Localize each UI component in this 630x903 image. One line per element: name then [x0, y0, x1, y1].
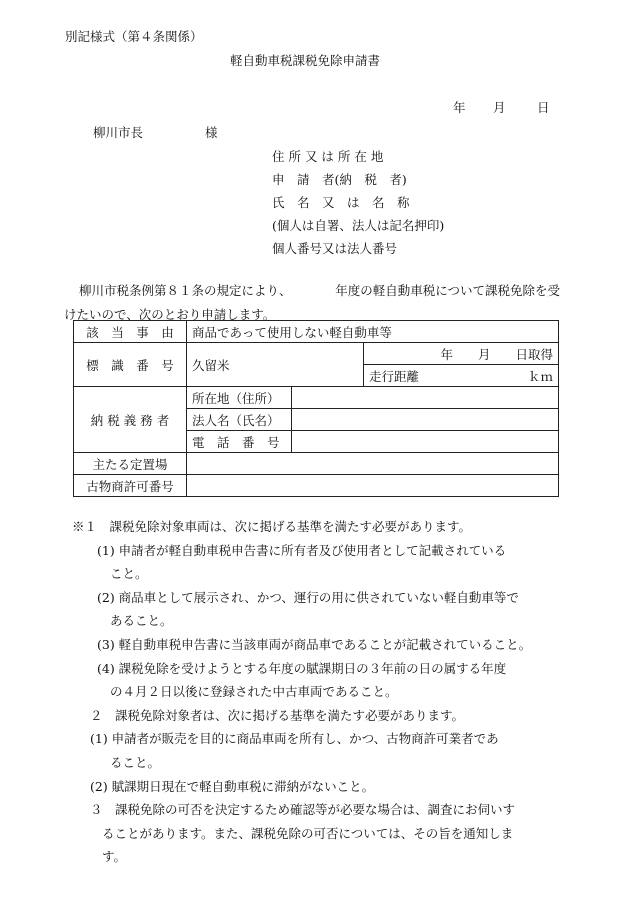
applicant-signature-note: (個人は自署、法人は記名押印) [272, 218, 445, 233]
storage-location-label: 主たる定置場 [74, 453, 187, 475]
date-day-label: 日 [537, 100, 550, 115]
applicant-role-label: 申 請 者(納 税 者) [272, 172, 407, 187]
plate-row [74, 343, 559, 365]
reason-row [74, 321, 559, 343]
taxpayer-address-label: 所在地（住所） [187, 387, 292, 409]
storage-row [74, 453, 559, 475]
addressee-honorific: 様 [205, 125, 218, 140]
reason-label: 該 当 事 由 [74, 321, 187, 343]
addressee-name: 柳川市長 [93, 125, 144, 140]
note-1-item-4: (4) 課税免除を受けようとする年度の賦課期日の３年前の日の属する年度 [97, 660, 507, 676]
taxpayer-phone-label: 電 話 番 号 [187, 431, 292, 453]
note-1-item-1: (1) 申請者が軽自動車税申告書に所有者及び使用者として記載されている [97, 542, 507, 558]
taxpayer-phone-field[interactable] [292, 431, 559, 453]
plate-label: 標 識 番 号 [74, 343, 187, 387]
date-month-label: 月 [493, 100, 506, 115]
reason-value[interactable]: 商品であって使用しない軽自動車等 [187, 321, 559, 343]
note-3-heading: ３ 課税免除の可否を決定するため確認等が必要な場合は、調査にお伺いす [90, 802, 516, 818]
note-2-item-1-cont: ること。 [110, 754, 161, 770]
note-1-item-3: (3) 軽自動車税申告書に当該車両が商品車であることが記載されていること。 [97, 636, 532, 652]
mileage-label: 走行距離 [369, 368, 420, 384]
dealer-permit-field[interactable] [187, 475, 559, 497]
taxpayer-name-label: 法人名（氏名） [187, 409, 292, 431]
permit-row [74, 475, 559, 497]
note-3-cont-1: ることがあります。また、課税免除の可否については、その旨を通知しま [102, 825, 514, 841]
note-1-heading: ※１ 課税免除対象車両は、次に掲げる基準を満たす必要があります。 [72, 519, 472, 534]
applicant-name-label: 氏 名 又 は 名 称 [272, 195, 410, 210]
note-2-item-1: (1) 申請者が販売を目的に商品車両を所有し、かつ、古物商許可業者であ [90, 731, 499, 747]
note-1-item-4-cont: の４月２日以後に登録された中古車両であること。 [110, 684, 398, 700]
taxpayer-label: 納 税 義 務 者 [74, 387, 187, 453]
mileage-unit: ｋｍ [527, 368, 553, 384]
application-form-table [73, 320, 559, 497]
taxpayer-address-row [74, 387, 559, 409]
document-title: 軽自動車税課税免除申請書 [230, 53, 381, 68]
taxpayer-name-field[interactable] [292, 409, 559, 431]
applicant-id-number-label: 個人番号又は法人番号 [272, 241, 398, 256]
note-1-item-2-cont: あること。 [110, 613, 173, 629]
date-year-label: 年 [453, 100, 466, 115]
storage-location-field[interactable] [187, 453, 559, 475]
note-1-item-1-cont: こと。 [110, 566, 148, 582]
taxpayer-address-field[interactable] [292, 387, 559, 409]
mileage-field[interactable] [364, 365, 559, 387]
note-3-cont-2: す。 [102, 849, 127, 865]
acquired-date-field[interactable]: 年 月 日取得 [364, 343, 559, 365]
plate-value[interactable]: 久留米 [187, 343, 364, 387]
application-statement: 柳川市税条例第８１条の規定により、 年度の軽自動車税について課税免除を受けたいので、次のとおり申請します。 [64, 283, 561, 322]
applicant-address-label: 住 所 又 は 所 在 地 [272, 149, 384, 164]
note-2-heading: ２ 課税免除対象者は、次に掲げる基準を満たす必要があります。 [90, 707, 465, 723]
dealer-permit-label: 古物商許可番号 [74, 475, 187, 497]
note-2-item-2: (2) 賦課期日現在で軽自動車税に滞納がないこと。 [90, 778, 375, 794]
notes-section [72, 515, 572, 869]
note-1-item-2: (2) 商品車として展示され、かつ、運行の用に供されていない軽自動車等で [97, 589, 519, 605]
form-reference: 別記様式（第４条関係） [65, 29, 203, 44]
